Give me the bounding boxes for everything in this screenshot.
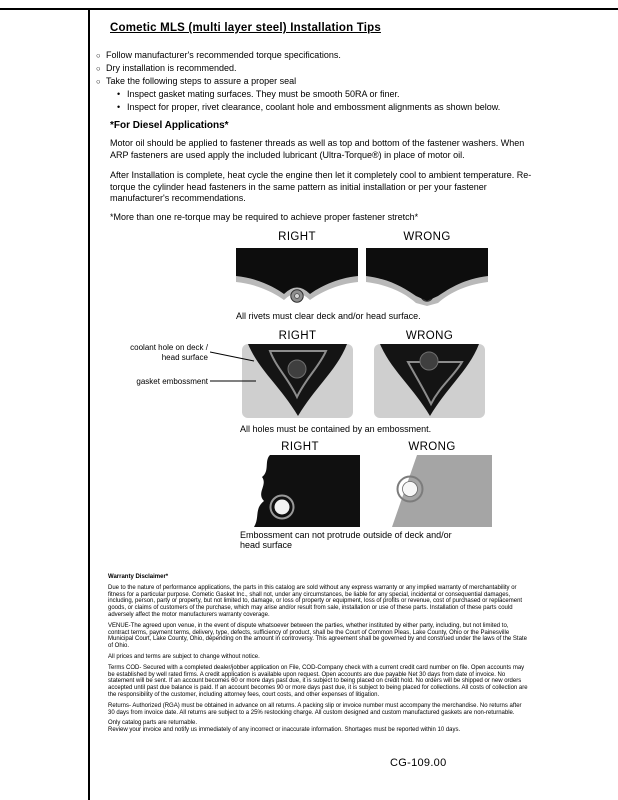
tip-sub-item bbox=[117, 101, 500, 114]
row3-right-label: RIGHT bbox=[281, 441, 319, 453]
warranty-heading: Warranty Disclaimer* bbox=[108, 574, 169, 580]
legal-paragraph: VENUE-The agreed upon venue, in the event of dispute whatsoever between the parties, whether instituted by either party, including, but not limited to, contract terms, payment terms, delivery, type, defects, sufficiency of product, shall be the Court of Common Pleas, Lake County, Ohio or the Painesville Municipal Court, Lake County, Ohio, depending on the amount in controversy. This agreement shall be governed by and construed under the laws of the State of Ohio. bbox=[108, 622, 527, 650]
warranty-disclaimer bbox=[108, 574, 528, 738]
hollow-bullet-icon: ○ bbox=[96, 64, 101, 73]
row1-wrong-label: WRONG bbox=[403, 231, 451, 243]
catalog-page-code: CG-109.00 bbox=[390, 757, 447, 769]
top-rule bbox=[0, 8, 618, 10]
coolant-hole-callout: coolant hole on deck / head surface bbox=[130, 343, 208, 362]
legal-paragraph: All prices and terms are subject to change without notice. bbox=[108, 653, 260, 660]
legal-paragraph: Review your invoice and notify us immediately of any incorrect or inaccurate information. Shortages must be reported within 10 days. bbox=[108, 727, 461, 734]
tip-item bbox=[96, 49, 500, 62]
tip-text: Follow manufacturer's recommended torque specifications. bbox=[106, 50, 341, 60]
rivet-wrong-illustration bbox=[366, 248, 488, 306]
protrusion-right-illustration bbox=[240, 455, 360, 527]
row2-right-label: RIGHT bbox=[278, 330, 317, 342]
hollow-bullet-icon: ○ bbox=[96, 51, 101, 60]
rivet-right-illustration bbox=[236, 248, 358, 306]
tip-text: Take the following steps to assure a proper seal bbox=[106, 76, 297, 86]
tip-text: Inspect gasket mating surfaces. They must be smooth 50RA or finer. bbox=[127, 89, 400, 99]
protrusion-right-photo bbox=[240, 455, 360, 527]
filled-bullet-icon: • bbox=[117, 89, 121, 99]
embossment-wrong-illustration bbox=[372, 344, 487, 420]
row3-caption: Embossment can not protrude outside of deck and/or head surface bbox=[240, 530, 452, 550]
retorque-note: *More than one re-torque may be required to achieve proper fastener stretch* bbox=[110, 212, 419, 222]
row2-caption: All holes must be contained by an embossment. bbox=[240, 424, 432, 434]
embossment-wrong-photo bbox=[372, 344, 487, 420]
legal-paragraph: Returns- Authorized (RGA) must be obtained in advance on all returns. A packing slip or invoice number must accompany the merchandise. No returns after 30 days from invoice date. All returns are subject to a 25% restocking charge. All custom designed and custom manufactured gaskets are non-returnable. bbox=[108, 702, 522, 716]
legal-paragraph: Due to the nature of performance applications, the parts in this catalog are sold without any express warranty or any implied warranty of merchantability or fitness for a particular purpose. Cometic Gasket Inc., shall not, under any circumstances, be liable for any special, incidental or consequential damages, including, person, party or property, but not limited to, damage, or loss of property or equipment, loss of profits or revenue, cost of purchased or replacement goods, or claims of customers of the purchase, which may arise and/or result from sale, installation or use of these parts. Installation of these parts could adversely affect the motor manufacturers warranty coverage. bbox=[108, 584, 523, 618]
protrusion-wrong-illustration bbox=[372, 455, 492, 527]
rivet-right-photo bbox=[236, 248, 358, 306]
rivet-wrong-photo bbox=[366, 248, 488, 306]
protrusion-wrong-photo bbox=[372, 455, 492, 527]
legal-paragraph: Terms COD- Secured with a completed dealer/jobber application on File, COD-Company check with a current credit card number on file. Open accounts may be established by well rated firms. A credit application is available upon request. Open accounts are due payable Net 30 days from date of invoice. No statement will be sent. If an account becomes 60 or more days past due, it is subject to being placed on credit hold. No orders will be shipped or new orders accepted until past due balance is paid. If an account becomes 90 or more days past due, it is subject to being placed for collections. All costs of collection are the responsibility of the customer, including attorney fees, court costs, and other expenses of litigation. bbox=[108, 664, 528, 698]
row3-wrong-label: WRONG bbox=[408, 441, 456, 453]
tip-item bbox=[96, 62, 500, 75]
filled-bullet-icon: • bbox=[117, 102, 121, 112]
diesel-paragraph-2: After Installation is complete, heat cycle the engine then let it completely cool to ambient temperature. Re-torque the cylinder head fasteners in the same pattern as initial installation or per your fastener manufacturer's recommendations. bbox=[110, 170, 532, 203]
callout-pointer-lines bbox=[210, 347, 300, 391]
legal-paragraph: Only catalog parts are returnable. bbox=[108, 720, 198, 727]
row1-right-label: RIGHT bbox=[278, 231, 316, 243]
diesel-paragraph-1: Motor oil should be applied to fastener threads as well as top and bottom of the fastener washers. When ARP fasteners are used apply the included lubricant (Ultra-Torque®) in place of motor oil. bbox=[110, 138, 525, 160]
diesel-heading: *For Diesel Applications* bbox=[110, 120, 229, 131]
tip-text: Inspect for proper, rivet clearance, coolant hole and embossment alignments as shown below. bbox=[127, 102, 501, 112]
tips-list bbox=[96, 49, 500, 114]
row1-caption: All rivets must clear deck and/or head surface. bbox=[236, 311, 421, 321]
left-rule bbox=[88, 8, 90, 800]
tip-sub-item bbox=[117, 88, 500, 101]
hollow-bullet-icon: ○ bbox=[96, 77, 101, 86]
tip-item bbox=[96, 75, 500, 88]
tip-text: Dry installation is recommended. bbox=[106, 63, 237, 73]
page-title: Cometic MLS (multi layer steel) Installation Tips bbox=[110, 22, 381, 34]
gasket-embossment-callout: gasket embossment bbox=[136, 377, 208, 386]
row2-wrong-label: WRONG bbox=[405, 330, 454, 342]
